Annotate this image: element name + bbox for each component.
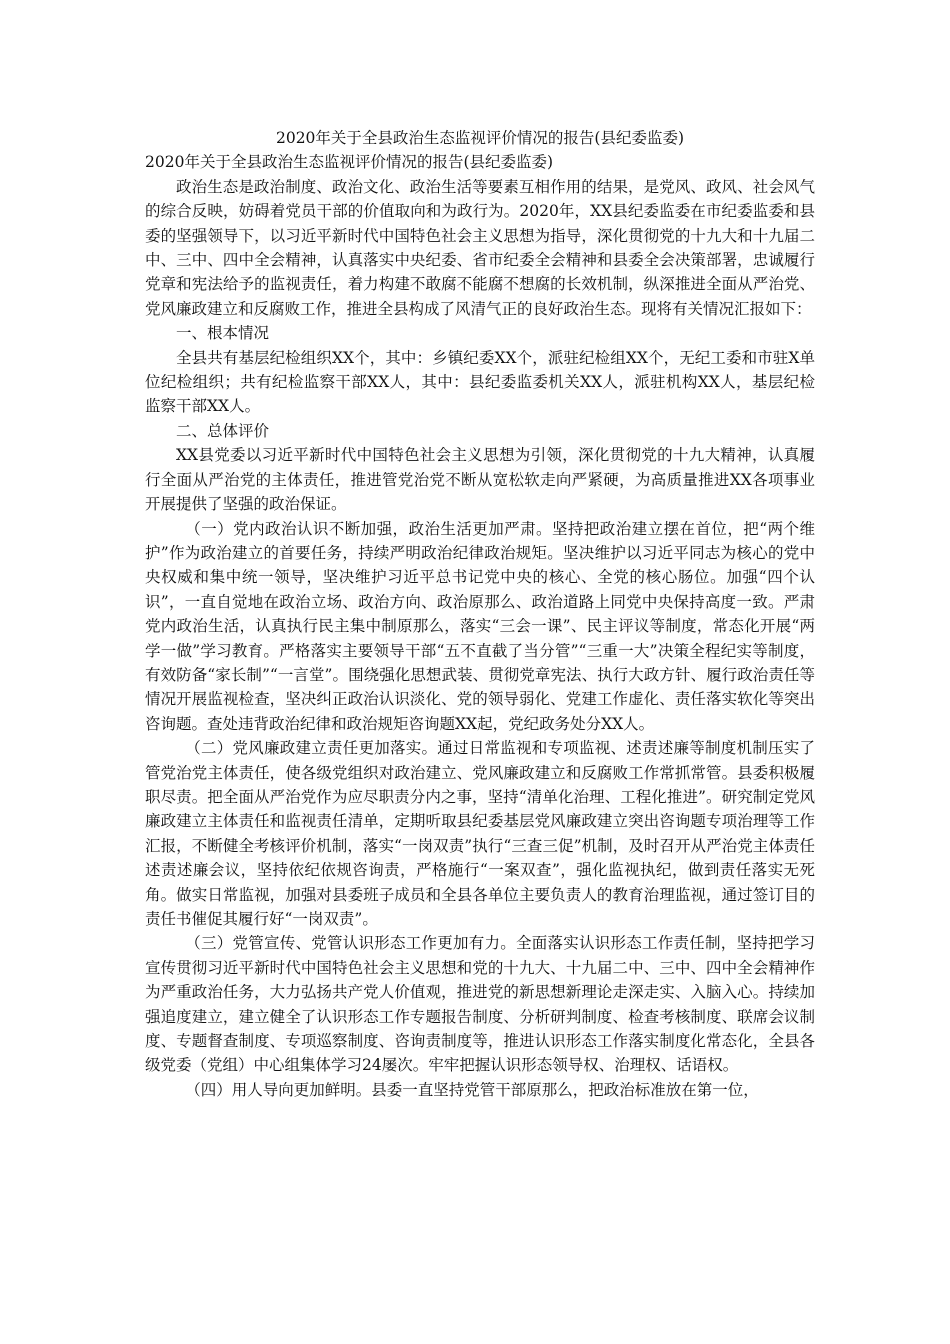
overall-evaluation-paragraph: XX县党委以习近平新时代中国特色社会主义思想为引领，深化贯彻党的十九大精神，认真履行全面从严治党的主体责任，推进管党治党不断从宽松软走向严紧硬，为高质量推进XX各项事业开展提供了坚强的政治保证。 <box>145 446 815 514</box>
section-heading-basic-situation: 一、根本情况 <box>176 324 270 343</box>
item-2-paragraph: （二）党风廉政建立责任更加落实。通过日常监视和专项监视、述责述廉等制度机制压实了管党治党主体责任，使各级党组织对政治建立、党风廉政建立和反腐败工作常抓常管。县委积极履职尽责。把全面从严治党作为应尽职责分内之事，坚持“清单化治理、工程化推进”。研究制定党风廉政建立主体责任和监视责任清单，定期听取县纪委基层党风廉政建立突出咨询题专项治理等工作汇报，不断健全考核评价机制，落实“一岗双责”执行“三查三促”机制，及时召开从严治党主体责任述责述廉会议，坚持依纪依规咨询责，严格施行“一案双查”，强化监视执纪，做到责任落实无死角。做实日常监视，加强对县委班子成员和全县各单位主要负责人的教育治理监视，通过签订目的责任书催促其履行好“一岗双责”。 <box>145 739 815 928</box>
section-heading-overall-evaluation: 二、总体评价 <box>176 421 270 440</box>
document-subtitle: 2020年关于全县政治生态监视评价情况的报告(县纪委监委) <box>145 153 554 172</box>
document-body <box>145 126 815 1102</box>
intro-paragraph: 政治生态是政治制度、政治文化、政治生活等要素互相作用的结果，是党风、政风、社会风气的综合反映，妨碍着党员干部的价值取向和为政行为。2020年，XX县纪委监委在市纪委监委和县委的坚强领导下，以习近平新时代中国特色社会主义思想为指导，深化贯彻党的十九大和十九届二中、三中、四中全会精神，认真落实中央纪委、省市纪委全会精神和县委全会决策部署，忠诚履行党章和宪法给予的监视责任，着力构建不敢腐不能腐不想腐的长效机制，纵深推进全面从严治党、党风廉政建立和反腐败工作，推进全县构成了风清气正的良好政治生态。现将有关情况汇报如下： <box>145 177 815 318</box>
item-1-paragraph: （一）党内政治认识不断加强，政治生活更加严肃。坚持把政治建立摆在首位，把“两个维护”作为政治建立的首要任务，持续严明政治纪律政治规矩。坚决维护以习近平同志为核心的党中央权威和集中统一领导，坚决维护习近平总书记党中央的核心、全党的核心肠位。加强“四个认识”，一直自觉地在政治立场、政治方向、政治原那么、政治道路上同党中央保持高度一致。严肃党内政治生活，认真执行民主集中制原那么，落实“三会一课”、民主评议等制度，常态化开展“两学一做”学习教育。严格落实主要领导干部“五不直截了当分管”“三重一大”决策全程纪实等制度，有效防备“家长制”“一言堂”。围绕强化思想武装、贯彻党章宪法、执行大政方针、履行政治责任等情况开展监视检查，坚决纠正政治认识淡化、党的领导弱化、党建工作虚化、责任落实软化等突出咨询题。查处违背政治纪律和政治规矩咨询题XX起，党纪政务处分XX人。 <box>145 519 815 733</box>
document-title: 2020年关于全县政治生态监视评价情况的报告(县纪委监委) <box>275 129 685 147</box>
item-4-paragraph: （四）用人导向更加鲜明。县委一直坚持党管干部原那么，把政治标准放在第一位， <box>185 1080 759 1099</box>
basic-situation-paragraph: 全县共有基层纪检组织XX个，其中：乡镇纪委XX个，派驻纪检组XX个，无纪工委和市驻X单位纪检组织；共有纪检监察干部XX人，其中：县纪委监委机关XX人，派驻机构XX人，基层纪检监察干部XX人。 <box>145 348 815 416</box>
item-3-paragraph: （三）党管宣传、党管认识形态工作更加有力。全面落实认识形态工作责任制，坚持把学习宣传贯彻习近平新时代中国特色社会主义思想和党的十九大、十九届二中、三中、四中全会精神作为严重政治任务，大力弘扬共产党人价值观，推进党的新思想新理论走深走实、入脑入心。持续加强追度建立，建立健全了认识形态工作专题报告制度、分析研判制度、检查考核制度、联席会议制度、专题督查制度、专项巡察制度、咨询责制度等，推进认识形态工作落实制度化常态化，全县各级党委（党组）中心组集体学习24屡次。牢牢把握认识形态领导权、治理权、话语权。 <box>145 934 815 1075</box>
